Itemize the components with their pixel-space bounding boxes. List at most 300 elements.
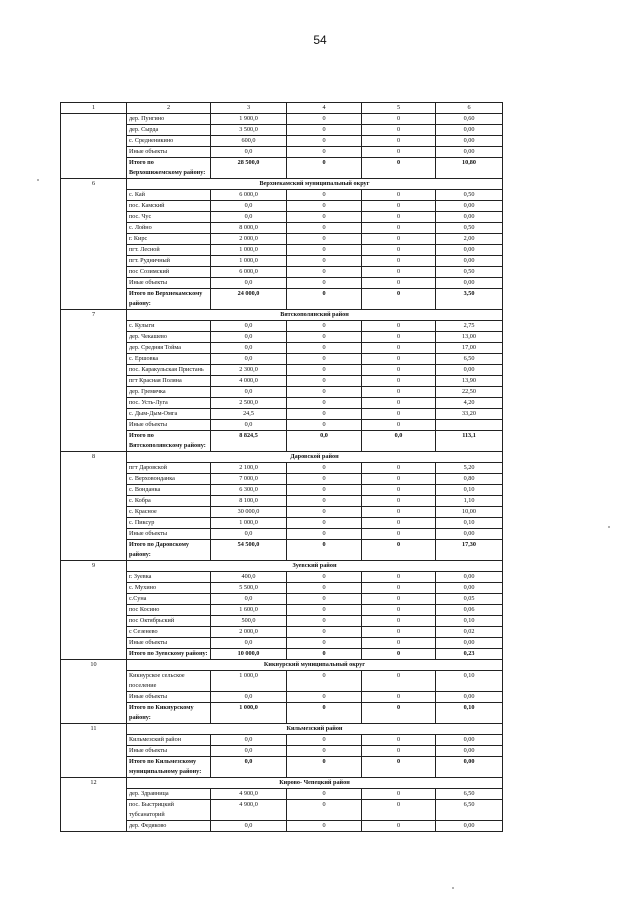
settlement-name: с. Дым-Дым-Омга	[127, 409, 211, 420]
value-col-3: 0,0	[211, 735, 287, 746]
section-header-row	[61, 561, 503, 572]
value-col-6: 0,00	[436, 245, 503, 256]
value-col-5: 0	[362, 321, 436, 332]
table-row	[61, 354, 503, 365]
value-col-3: 0,0	[211, 201, 287, 212]
value-col-5: 0	[362, 256, 436, 267]
value-col-4: 0	[287, 398, 362, 409]
settlement-name: с. Лойно	[127, 223, 211, 234]
value-col-4: 0	[287, 223, 362, 234]
value-col-5: 0	[362, 746, 436, 757]
value-col-3: 0,0	[211, 420, 287, 431]
value-col-3: 28 500,0	[211, 158, 287, 179]
value-col-6: 6,50	[436, 354, 503, 365]
value-col-5: 0	[362, 136, 436, 147]
value-col-4: 0	[287, 332, 362, 343]
section-header-row	[61, 179, 503, 190]
value-col-5: 0	[362, 529, 436, 540]
table-row	[61, 147, 503, 158]
value-col-4: 0	[287, 474, 362, 485]
table-row	[61, 365, 503, 376]
section-title: Кикнурский муниципальный округ	[127, 660, 503, 671]
value-col-3: 0,0	[211, 529, 287, 540]
value-col-4: 0	[287, 800, 362, 821]
section-number	[61, 114, 127, 179]
value-col-6: 0,60	[436, 114, 503, 125]
table-row	[61, 692, 503, 703]
section-number: 8	[61, 452, 127, 561]
value-col-4: 0	[287, 354, 362, 365]
settlement-name: Итого по Кильмезскому муниципальному району:	[127, 757, 211, 778]
value-col-5: 0	[362, 212, 436, 223]
value-col-5: 0	[362, 387, 436, 398]
value-col-4: 0	[287, 267, 362, 278]
value-col-4: 0	[287, 289, 362, 310]
section-number: 11	[61, 724, 127, 778]
value-col-3: 54 500,0	[211, 540, 287, 561]
value-col-4: 0	[287, 387, 362, 398]
value-col-6: 6,50	[436, 789, 503, 800]
value-col-3: 1 600,0	[211, 605, 287, 616]
value-col-4: 0	[287, 746, 362, 757]
value-col-5: 0	[362, 398, 436, 409]
value-col-5: 0	[362, 267, 436, 278]
table-row	[61, 671, 503, 692]
value-col-5: 0	[362, 605, 436, 616]
value-col-5: 0	[362, 463, 436, 474]
value-col-5: 0	[362, 190, 436, 201]
value-col-6: 3,50	[436, 289, 503, 310]
value-col-6: 0,00	[436, 692, 503, 703]
value-col-3: 0,0	[211, 387, 287, 398]
column-number: 1	[61, 103, 127, 114]
value-col-3: 1 000,0	[211, 245, 287, 256]
value-col-4: 0	[287, 278, 362, 289]
value-col-4: 0	[287, 572, 362, 583]
value-col-5: 0	[362, 147, 436, 158]
settlement-name: пос Косино	[127, 605, 211, 616]
value-col-3: 8 824,5	[211, 431, 287, 452]
settlement-name: пос. Чус	[127, 212, 211, 223]
value-col-3: 1 000,0	[211, 703, 287, 724]
value-col-3: 0,0	[211, 746, 287, 757]
table-row	[61, 800, 503, 821]
value-col-4: 0	[287, 201, 362, 212]
value-col-6: 6,50	[436, 800, 503, 821]
section-number: 6	[61, 179, 127, 310]
value-col-4: 0	[287, 627, 362, 638]
value-col-5: 0	[362, 671, 436, 692]
value-col-3: 0,0	[211, 821, 287, 832]
settlement-name: с. Верховонданка	[127, 474, 211, 485]
settlement-name: пос. Каракульская Пристань	[127, 365, 211, 376]
settlement-name: пос. Быстрицкий тубсанаторий	[127, 800, 211, 821]
table-row	[61, 409, 503, 420]
value-col-5: 0,0	[362, 431, 436, 452]
section-title: Кильмезский район	[127, 724, 503, 735]
total-row	[61, 158, 503, 179]
value-col-5: 0	[362, 114, 436, 125]
value-col-4: 0	[287, 212, 362, 223]
settlement-name: с.Суна	[127, 594, 211, 605]
section-header-row	[61, 778, 503, 789]
value-col-4: 0	[287, 757, 362, 778]
value-col-6: 5,20	[436, 463, 503, 474]
value-col-6	[436, 420, 503, 431]
table-row	[61, 420, 503, 431]
value-col-4: 0	[287, 158, 362, 179]
value-col-6: 17,00	[436, 343, 503, 354]
table-row	[61, 474, 503, 485]
table-row	[61, 245, 503, 256]
settlement-name: Итого по Зуевскому району:	[127, 649, 211, 660]
settlement-name: с. Средненикино	[127, 136, 211, 147]
settlement-name: дер. Чекашево	[127, 332, 211, 343]
table-row	[61, 278, 503, 289]
value-col-4: 0	[287, 496, 362, 507]
scan-speck	[37, 179, 39, 181]
value-col-5: 0	[362, 649, 436, 660]
section-title: Даровской район	[127, 452, 503, 463]
value-col-6: 2,75	[436, 321, 503, 332]
value-col-6: 113,1	[436, 431, 503, 452]
value-col-3: 1 000,0	[211, 256, 287, 267]
table-row	[61, 387, 503, 398]
table-row	[61, 583, 503, 594]
value-col-3: 0,0	[211, 343, 287, 354]
value-col-5: 0	[362, 332, 436, 343]
value-col-4: 0	[287, 638, 362, 649]
settlement-name: дер. Гремячка	[127, 387, 211, 398]
settlement-name: с Сезенево	[127, 627, 211, 638]
value-col-6: 0,00	[436, 529, 503, 540]
value-col-6: 0,00	[436, 256, 503, 267]
value-col-3: 2 300,0	[211, 365, 287, 376]
value-col-3: 2 500,0	[211, 398, 287, 409]
value-col-4: 0	[287, 616, 362, 627]
value-col-3: 1 900,0	[211, 114, 287, 125]
settlement-name: Итого по Вятскополянскому району:	[127, 431, 211, 452]
value-col-6: 0,10	[436, 616, 503, 627]
value-col-3: 1 000,0	[211, 518, 287, 529]
value-col-6: 0,10	[436, 518, 503, 529]
table-row	[61, 136, 503, 147]
value-col-6: 10,00	[436, 507, 503, 518]
total-row	[61, 540, 503, 561]
table-row	[61, 343, 503, 354]
section-title: Кирово- Чепецкий район	[127, 778, 503, 789]
settlement-name: Кильмезский район	[127, 735, 211, 746]
value-col-4: 0	[287, 594, 362, 605]
value-col-5: 0	[362, 496, 436, 507]
table-row	[61, 463, 503, 474]
section-header-row	[61, 724, 503, 735]
value-col-6: 0,00	[436, 125, 503, 136]
value-col-5: 0	[362, 365, 436, 376]
value-col-6: 0,02	[436, 627, 503, 638]
section-header-row	[61, 452, 503, 463]
value-col-3: 0,0	[211, 147, 287, 158]
value-col-3: 4 000,0	[211, 376, 287, 387]
value-col-4: 0	[287, 376, 362, 387]
section-title: Верхнекамский муниципальный округ	[127, 179, 503, 190]
value-col-5: 0	[362, 125, 436, 136]
value-col-6: 17,30	[436, 540, 503, 561]
settlement-name: Иные объекты	[127, 638, 211, 649]
value-col-5: 0	[362, 485, 436, 496]
settlement-name: Иные объекты	[127, 147, 211, 158]
value-col-6: 0,05	[436, 594, 503, 605]
settlement-name: г. Кирс	[127, 234, 211, 245]
settlement-name: Иные объекты	[127, 420, 211, 431]
table-row	[61, 529, 503, 540]
table-row	[61, 518, 503, 529]
value-col-4: 0	[287, 463, 362, 474]
settlement-name: Итого по Верхнекамскому району:	[127, 289, 211, 310]
settlement-name: Иные объекты	[127, 692, 211, 703]
value-col-6: 0,06	[436, 605, 503, 616]
settlement-name: пос. Усть-Луга	[127, 398, 211, 409]
value-col-5: 0	[362, 245, 436, 256]
value-col-4: 0	[287, 147, 362, 158]
section-header-row	[61, 660, 503, 671]
value-col-6: 0,00	[436, 212, 503, 223]
table-row	[61, 572, 503, 583]
value-col-6: 13,00	[436, 332, 503, 343]
settlement-name: пос. Камский	[127, 201, 211, 212]
value-col-3: 0,0	[211, 594, 287, 605]
value-col-3: 5 500,0	[211, 583, 287, 594]
settlement-name: пгт Красная Поляна	[127, 376, 211, 387]
table-row	[61, 223, 503, 234]
value-col-4: 0	[287, 125, 362, 136]
table-row	[61, 234, 503, 245]
value-col-3: 400,0	[211, 572, 287, 583]
value-col-5: 0	[362, 583, 436, 594]
value-col-4: 0	[287, 365, 362, 376]
settlement-name: дер. Сырда	[127, 125, 211, 136]
total-row	[61, 757, 503, 778]
value-col-4: 0	[287, 649, 362, 660]
value-col-6: 0,10	[436, 671, 503, 692]
value-col-3: 4 900,0	[211, 800, 287, 821]
value-col-4: 0	[287, 245, 362, 256]
value-col-3: 1 000,0	[211, 671, 287, 692]
table-row	[61, 638, 503, 649]
page-number: 54	[313, 33, 327, 47]
value-col-5: 0	[362, 627, 436, 638]
value-col-3: 2 000,0	[211, 234, 287, 245]
value-col-5: 0	[362, 735, 436, 746]
table-row	[61, 507, 503, 518]
table-row	[61, 735, 503, 746]
value-col-3: 7 000,0	[211, 474, 287, 485]
value-col-4: 0	[287, 485, 362, 496]
value-col-3: 4 900,0	[211, 789, 287, 800]
value-col-5: 0	[362, 278, 436, 289]
settlement-name: пгт Даровской	[127, 463, 211, 474]
table-row	[61, 398, 503, 409]
value-col-6: 13,90	[436, 376, 503, 387]
settlement-name: Иные объекты	[127, 278, 211, 289]
settlement-name: Иные объекты	[127, 529, 211, 540]
value-col-4: 0	[287, 321, 362, 332]
settlement-name: Итого по Кикнурскому району:	[127, 703, 211, 724]
settlement-name: Итого по Верхошижемскому району:	[127, 158, 211, 179]
settlement-name: пос Октябрьский	[127, 616, 211, 627]
column-number: 4	[287, 103, 362, 114]
table-row	[61, 125, 503, 136]
value-col-4: 0	[287, 114, 362, 125]
table-row	[61, 256, 503, 267]
settlement-name: с. Пиксур	[127, 518, 211, 529]
value-col-4: 0	[287, 605, 362, 616]
table-row	[61, 789, 503, 800]
value-col-4: 0	[287, 343, 362, 354]
settlement-name: г. Зуевка	[127, 572, 211, 583]
table-row	[61, 376, 503, 387]
value-col-3: 0,0	[211, 354, 287, 365]
table-row	[61, 746, 503, 757]
table-row	[61, 212, 503, 223]
value-col-5: 0	[362, 354, 436, 365]
value-col-6: 0,00	[436, 638, 503, 649]
total-row	[61, 703, 503, 724]
value-col-6: 2,00	[436, 234, 503, 245]
table-row	[61, 594, 503, 605]
value-col-4: 0	[287, 507, 362, 518]
settlement-name: с. Вонданка	[127, 485, 211, 496]
value-col-5: 0	[362, 518, 436, 529]
value-col-6: 0,23	[436, 649, 503, 660]
value-col-6: 0,00	[436, 821, 503, 832]
settlement-name: Итого по Даровскому району:	[127, 540, 211, 561]
table-row	[61, 605, 503, 616]
value-col-3: 600,0	[211, 136, 287, 147]
value-col-5: 0	[362, 201, 436, 212]
value-col-5: 0	[362, 703, 436, 724]
header-row	[61, 103, 503, 114]
value-col-3: 2 000,0	[211, 627, 287, 638]
value-col-6: 0,00	[436, 735, 503, 746]
value-col-3: 6 000,0	[211, 267, 287, 278]
value-col-6: 0,00	[436, 201, 503, 212]
value-col-5: 0	[362, 420, 436, 431]
value-col-5: 0	[362, 616, 436, 627]
settlement-name: дер. Средняя Тойма	[127, 343, 211, 354]
value-col-6: 0,50	[436, 223, 503, 234]
value-col-4: 0	[287, 409, 362, 420]
section-number: 9	[61, 561, 127, 660]
value-col-3: 0,0	[211, 321, 287, 332]
value-col-3: 24 000,0	[211, 289, 287, 310]
section-number: 7	[61, 310, 127, 452]
section-number: 10	[61, 660, 127, 724]
value-col-5: 0	[362, 692, 436, 703]
settlement-name: дер. Пунгино	[127, 114, 211, 125]
value-col-5: 0	[362, 757, 436, 778]
value-col-3: 0,0	[211, 638, 287, 649]
value-col-4: 0	[287, 671, 362, 692]
value-col-4: 0	[287, 234, 362, 245]
value-col-6: 0,00	[436, 757, 503, 778]
value-col-6: 0,00	[436, 583, 503, 594]
table-row	[61, 332, 503, 343]
settlement-name: пос Созимский	[127, 267, 211, 278]
value-col-3: 0,0	[211, 332, 287, 343]
value-col-6: 0,10	[436, 485, 503, 496]
value-col-6: 1,10	[436, 496, 503, 507]
table-row	[61, 496, 503, 507]
table-row	[61, 821, 503, 832]
value-col-5: 0	[362, 800, 436, 821]
value-col-3: 30 000,0	[211, 507, 287, 518]
value-col-5: 0	[362, 409, 436, 420]
column-number: 2	[127, 103, 211, 114]
value-col-5: 0	[362, 821, 436, 832]
total-row	[61, 431, 503, 452]
value-col-3: 0,0	[211, 212, 287, 223]
settlement-name: с. Кобра	[127, 496, 211, 507]
value-col-3: 10 000,0	[211, 649, 287, 660]
table-row	[61, 190, 503, 201]
settlement-name: с. Мухино	[127, 583, 211, 594]
value-col-4: 0	[287, 420, 362, 431]
value-col-5: 0	[362, 343, 436, 354]
settlement-name: с. Красное	[127, 507, 211, 518]
table-row	[61, 114, 503, 125]
section-header-row	[61, 310, 503, 321]
value-col-5: 0	[362, 540, 436, 561]
value-col-6: 0,80	[436, 474, 503, 485]
value-col-4: 0	[287, 735, 362, 746]
settlement-name: с. Кулыги	[127, 321, 211, 332]
value-col-5: 0	[362, 594, 436, 605]
settlement-name: Иные объекты	[127, 746, 211, 757]
table-row	[61, 201, 503, 212]
value-col-6: 10,80	[436, 158, 503, 179]
value-col-5: 0	[362, 572, 436, 583]
value-col-3: 24,5	[211, 409, 287, 420]
value-col-3: 500,0	[211, 616, 287, 627]
value-col-6: 0,00	[436, 278, 503, 289]
value-col-6: 0,00	[436, 147, 503, 158]
value-col-5: 0	[362, 376, 436, 387]
value-col-4: 0	[287, 190, 362, 201]
value-col-3: 6 300,0	[211, 485, 287, 496]
settlement-name: Кикнурское сельское поселение	[127, 671, 211, 692]
value-col-4: 0	[287, 703, 362, 724]
value-col-5: 0	[362, 638, 436, 649]
value-col-4: 0	[287, 540, 362, 561]
value-col-6: 0,00	[436, 365, 503, 376]
value-col-5: 0	[362, 789, 436, 800]
value-col-4: 0	[287, 256, 362, 267]
column-number: 5	[362, 103, 436, 114]
value-col-3: 8 100,0	[211, 496, 287, 507]
value-col-4: 0	[287, 518, 362, 529]
column-number: 6	[436, 103, 503, 114]
value-col-6: 0,50	[436, 190, 503, 201]
settlement-name: пгт. Лесной	[127, 245, 211, 256]
table-row	[61, 321, 503, 332]
settlement-name: пгт. Рудничный	[127, 256, 211, 267]
section-title: Зуевский район	[127, 561, 503, 572]
value-col-3: 0,0	[211, 692, 287, 703]
value-col-5: 0	[362, 289, 436, 310]
value-col-6: 22,50	[436, 387, 503, 398]
value-col-4: 0	[287, 583, 362, 594]
